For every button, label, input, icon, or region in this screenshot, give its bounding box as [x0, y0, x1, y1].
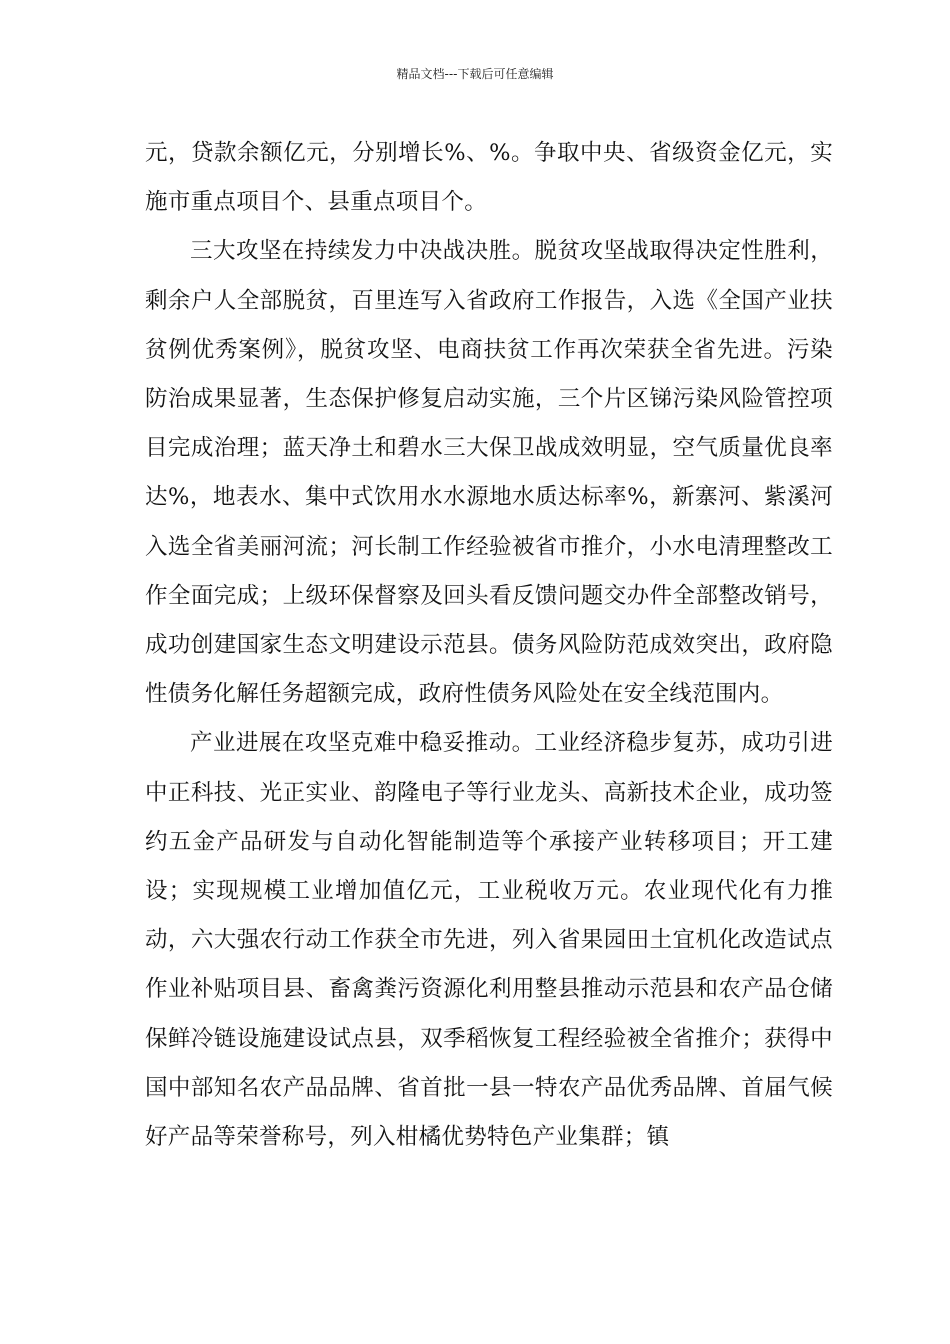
page-header: 精品文档---下载后可任意编辑	[396, 67, 554, 81]
document-body	[145, 129, 833, 1162]
paragraph-2: 三大攻坚在持续发力中决战决胜。脱贫攻坚战取得决定性胜利，剩余户人全部脱贫，百里连写入省政府工作报告，入选《全国产业扶贫例优秀案例》，脱贫攻坚、电商扶贫工作再次荣获全省先进。污染防治成果显著，生态保护修复启动实施，三个片区锑污染风险管控项目完成治理；蓝天净土和碧水三大保卫战成效明显，空气质量优良率达%，地表水、集中式饮用水水源地水质达标率%，新寨河、紫溪河入选全省美丽河流；河长制工作经验被省市推介，小水电清理整改工作全面完成；上级环保督察及回头看反馈问题交办件全部整改销号，成功创建国家生态文明建设示范县。债务风险防范成效突出，政府隐性债务化解任务超额完成，政府性债务风险处在安全线范围内。	[145, 238, 833, 708]
paragraph-1: 元，贷款余额亿元，分别增长%、%。争取中央、省级资金亿元，实施市重点项目个、县重点项目个。	[145, 140, 833, 216]
paragraph-3: 产业进展在攻坚克难中稳妥推动。工业经济稳步复苏，成功引进中正科技、光正实业、韵隆电子等行业龙头、高新技术企业，成功签约五金产品研发与自动化智能制造等个承接产业转移项目；开工建设；实现规模工业增加值亿元，工业税收万元。农业现代化有力推动，六大强农行动工作获全市先进，列入省果园田土宜机化改造试点作业补贴项目县、畜禽粪污资源化利用整县推动示范县和农产品仓储保鲜冷链设施建设试点县，双季稻恢复工程经验被全省推介；获得中国中部知名农产品品牌、省首批一县一特农产品优秀品牌、首届气候好产品等荣誉称号，列入柑橘优势特色产业集群；镇	[145, 730, 833, 1151]
